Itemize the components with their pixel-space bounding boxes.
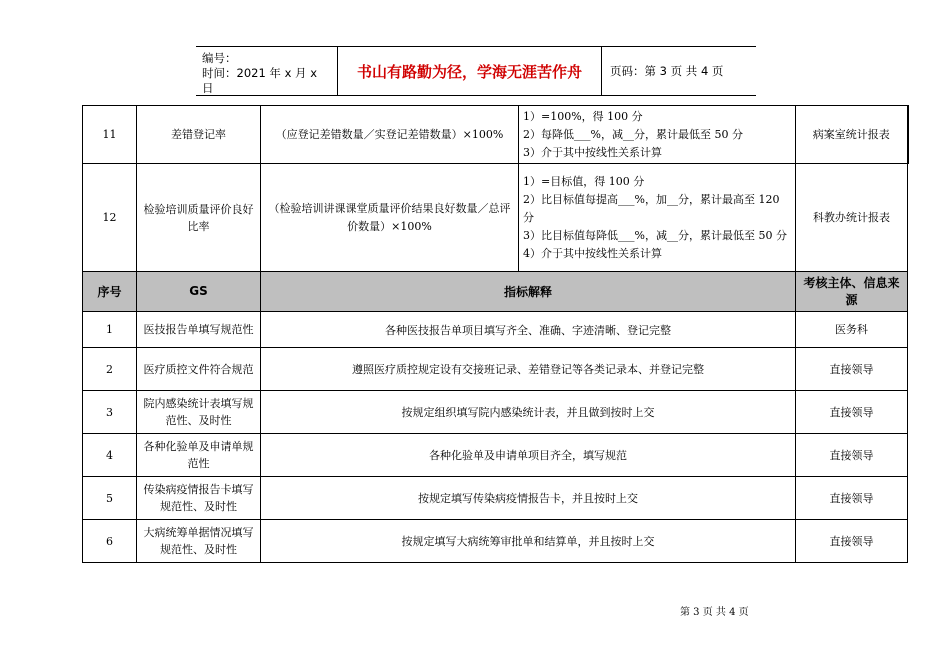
indicator-explanation: 按规定填写传染病疫情报告卡，并且按时上交 xyxy=(261,477,796,520)
header-motto: 书山有路勤为径，学海无涯苦作舟 xyxy=(338,47,602,95)
indicator-name: 医技报告单填写规范性 xyxy=(137,312,261,348)
table-row xyxy=(83,434,908,477)
indicator-explanation: 按规定组织填写院内感染统计表，并且做到按时上交 xyxy=(261,391,796,434)
indicator-name: 大病统筹单据情况填写规范性、及时性 xyxy=(137,520,261,563)
indicator-name: 检验培训质量评价良好比率 xyxy=(137,164,261,272)
row-number: 12 xyxy=(83,164,137,272)
indicator-explanation: 各种化验单及申请单项目齐全，填写规范 xyxy=(261,434,796,477)
header-time-label: 时间：2021 年 x 月 x 日 xyxy=(202,66,317,95)
table-row xyxy=(83,520,908,563)
criteria-line: 3）介于其中按线性关系计算 xyxy=(523,145,662,159)
document-header xyxy=(196,46,756,96)
column-header-gs: GS xyxy=(137,272,261,312)
indicator-explanation: 遵照医疗质控规定设有交接班记录、差错登记等各类记录本、并登记完整 xyxy=(261,348,796,391)
column-header-number: 序号 xyxy=(83,272,137,312)
row-number: 1 xyxy=(83,312,137,348)
table-row xyxy=(83,348,908,391)
header-meta xyxy=(196,47,338,95)
info-source: 医务科 xyxy=(796,312,908,348)
indicator-name: 差错登记率 xyxy=(137,106,261,164)
criteria-line: 4）介于其中按线性关系计算 xyxy=(523,246,662,260)
criteria-line: 1）=目标值，得 100 分 xyxy=(523,174,645,188)
row-number: 4 xyxy=(83,434,137,477)
indicator-explanation: 按规定填写大病统筹审批单和结算单，并且按时上交 xyxy=(261,520,796,563)
indicator-name: 传染病疫情报告卡填写规范性、及时性 xyxy=(137,477,261,520)
row-number: 11 xyxy=(83,106,137,164)
criteria-line: 1）=100%，得 100 分 xyxy=(523,109,643,123)
criteria-line: 3）比目标值每降低___%，减__分，累计最低至 50 分 xyxy=(523,228,787,242)
kpi-table xyxy=(82,105,909,563)
column-header-source: 考核主体、信息来源 xyxy=(796,272,908,312)
column-header-explain: 指标解释 xyxy=(261,272,796,312)
scoring-criteria xyxy=(519,164,796,272)
row-number: 3 xyxy=(83,391,137,434)
indicator-name: 医疗质控文件符合规范 xyxy=(137,348,261,391)
info-source: 直接领导 xyxy=(796,477,908,520)
table-row xyxy=(83,312,908,348)
table-header-row xyxy=(83,272,908,312)
indicator-name: 院内感染统计表填写规范性、及时性 xyxy=(137,391,261,434)
info-source: 直接领导 xyxy=(796,391,908,434)
table-row xyxy=(83,477,908,520)
info-source: 科教办统计报表 xyxy=(796,164,908,272)
indicator-explanation: 各种医技报告单项目填写齐全、准确、字迹清晰、登记完整 xyxy=(261,312,796,348)
row-number: 5 xyxy=(83,477,137,520)
table-row xyxy=(83,106,908,164)
table-row xyxy=(83,391,908,434)
row-number: 6 xyxy=(83,520,137,563)
info-source: 直接领导 xyxy=(796,434,908,477)
indicator-name: 各种化验单及申请单规范性 xyxy=(137,434,261,477)
info-source: 直接领导 xyxy=(796,348,908,391)
indicator-formula: （检验培训讲课课堂质量评价结果良好数量／总评价数量）×100% xyxy=(261,164,519,272)
page-footer: 第 3 页 共 4 页 xyxy=(680,607,749,618)
table-row xyxy=(83,164,908,272)
criteria-line: 2）比目标值每提高___%，加__分，累计最高至 120 分 xyxy=(523,192,780,224)
header-number-label: 编号： xyxy=(202,51,237,65)
info-source: 病案室统计报表 xyxy=(796,106,908,164)
row-number: 2 xyxy=(83,348,137,391)
info-source: 直接领导 xyxy=(796,520,908,563)
indicator-formula: （应登记差错数量／实登记差错数量）×100% xyxy=(261,106,519,164)
header-page-label: 页码：第 3 页 共 4 页 xyxy=(610,64,724,78)
scoring-criteria xyxy=(519,106,796,164)
criteria-line: 2）每降低___%，减__分，累计最低至 50 分 xyxy=(523,127,743,141)
